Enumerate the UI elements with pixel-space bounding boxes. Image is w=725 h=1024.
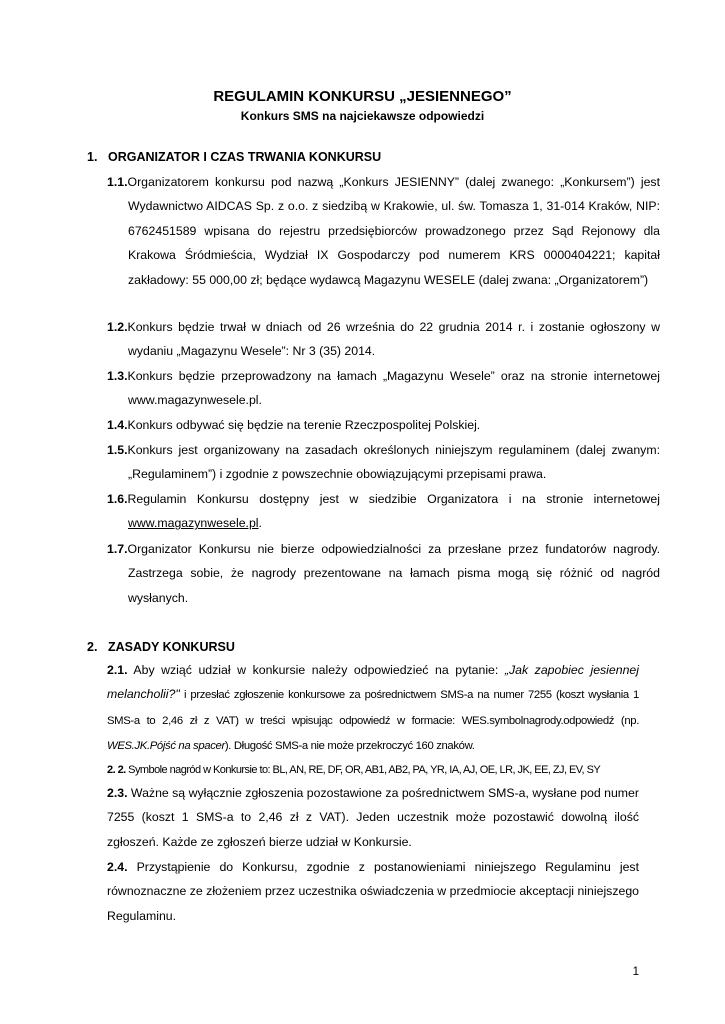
paragraph-text: Aby wziąć udział w konkursie należy odpowiedzieć na pytanie:: [127, 663, 505, 677]
paragraph-number: 1.7.: [107, 542, 128, 556]
paragraph-1-3: [107, 364, 660, 413]
section-2-heading: [87, 640, 235, 654]
website-link[interactable]: www.magazynwesele.pl: [128, 516, 259, 531]
section-number: 2.: [87, 640, 98, 654]
paragraph-number: 1.6.: [107, 492, 128, 506]
paragraph-1-4: [107, 413, 660, 437]
paragraph-number: 1.2.: [107, 320, 128, 334]
paragraph-text: Konkurs będzie przeprowadzony na łamach „Magazynu Wesele” oraz na stronie internetowej www.magazynwesele.pl.: [127, 369, 660, 408]
paragraph-text: Przystąpienie do Konkursu, zgodnie z postanowieniami niniejszego Regulaminu jest równoznaczne ze złożeniem przez uczestnika oświadczenia w przedmiocie akceptacji niniejszego Regulaminu.: [107, 860, 639, 923]
paragraph-text-end: .: [258, 516, 262, 531]
paragraph-1-6: [107, 487, 660, 536]
paragraph-number: 2.3.: [107, 786, 128, 800]
contest-question: „Jak zapobiec jesiennej melancholii?": [107, 663, 639, 702]
paragraph-text: Organizatorem konkursu pod nazwą „Konkurs JESIENNY” (dalej zwanego: „Konkursem”) jest Wydawnictwo AIDCAS Sp. z o.o. z siedzibą w Krakowie, ul. św. Tomasza 1, 31-014 Kraków, NIP: 6762451589 wpisana do rejestru przedsiębiorców prowadzonego przez Sąd Rejonowy dla Krakowa Śródmieścia, Wydział IX Gospodarczy pod numerem KRS 0000404221; kapitał zakładowy: 55 000,00 zł; będące wydawcą Magazynu WESELE (dalej zwana: „Organizatorem”): [127, 175, 660, 287]
paragraph-1-5: [107, 438, 660, 487]
paragraph-number: 1.3.: [107, 369, 128, 383]
paragraph-2-2: [107, 757, 639, 782]
paragraph-text: Regulamin Konkursu dostępny jest w siedzibie Organizatora i na stronie internetowej: [127, 492, 660, 506]
paragraph-number: 1.5.: [107, 443, 128, 457]
paragraph-1-2: [107, 315, 660, 364]
paragraph-number: 2. 2.: [107, 764, 126, 776]
paragraph-text: Konkurs odbywać się będzie na terenie Rzeczpospolitej Polskiej.: [127, 418, 481, 432]
paragraph-text: Organizator Konkursu nie bierze odpowiedzialności za przesłane przez fundatorów nagrody. Zastrzega sobie, że nagrody prezentowane na łamach pisma mogą się różnić od nagród wysłanych.: [127, 542, 660, 605]
sms-example: WES.JK.Pójść na spacer: [107, 740, 225, 753]
section-number: 1.: [87, 150, 98, 164]
section-1-heading: [87, 150, 381, 164]
paragraph-text: Konkurs jest organizowany na zasadach określonych niniejszym regulaminem (dalej zwanym: „Regulaminem”) i zgodnie z powszechnie obowiązującymi przepisami prawa.: [127, 443, 660, 482]
paragraph-text: ). Długość SMS-a nie może przekroczyć 160 znaków.: [224, 740, 475, 753]
paragraph-number: 2.1.: [107, 663, 128, 677]
paragraph-number: 2.4.: [107, 860, 128, 874]
section-title: ZASADY KONKURSU: [108, 640, 235, 654]
paragraph-text: Ważne są wyłącznie zgłoszenia pozostawione za pośrednictwem SMS-a, wysłane pod numer 7255 (koszt 1 SMS-a to 2,46 zł z VAT). Jeden uczestnik może pozostawić dowolną ilość zgłoszeń. Każde ze zgłoszeń bierze udział w Konkursie.: [107, 786, 639, 849]
page-number: 1: [632, 966, 639, 978]
section-title: ORGANIZATOR I CZAS TRWANIA KONKURSU: [108, 150, 382, 164]
paragraph-text: Symbole nagród w Konkursie to: BL, AN, RE, DF, OR, AB1, AB2, PA, YR, IA, AJ, OE, LR, JK, EE, ZJ, EV, SY: [125, 764, 601, 776]
document-subtitle: Konkurs SMS na najciekawsze odpowiedzi: [240, 109, 485, 123]
paragraph-number: 1.4.: [107, 418, 128, 432]
paragraph-2-1: [107, 658, 639, 759]
paragraph-1-7: [107, 537, 660, 610]
paragraph-text: i przesłać zgłoszenie konkursowe za pośrednictwem SMS-a na numer 7255 (koszt wysłania 1 SMS-a to 2,46 zł z VAT) w treści wpisując odpowiedź w formacie: WES.symbolnagrody.odpowiedź (np.: [107, 689, 639, 727]
document-title: REGULAMIN KONKURSU „JESIENNEGO”: [213, 88, 512, 105]
paragraph-number: 1.1.: [107, 175, 128, 189]
paragraph-1-1: [107, 170, 660, 292]
paragraph-2-4: [107, 855, 639, 928]
paragraph-text: Konkurs będzie trwał w dniach od 26 września do 22 grudnia 2014 r. i zostanie ogłoszony w wydaniu „Magazynu Wesele”: Nr 3 (35) 2014.: [127, 320, 660, 359]
paragraph-2-3: [107, 781, 639, 854]
